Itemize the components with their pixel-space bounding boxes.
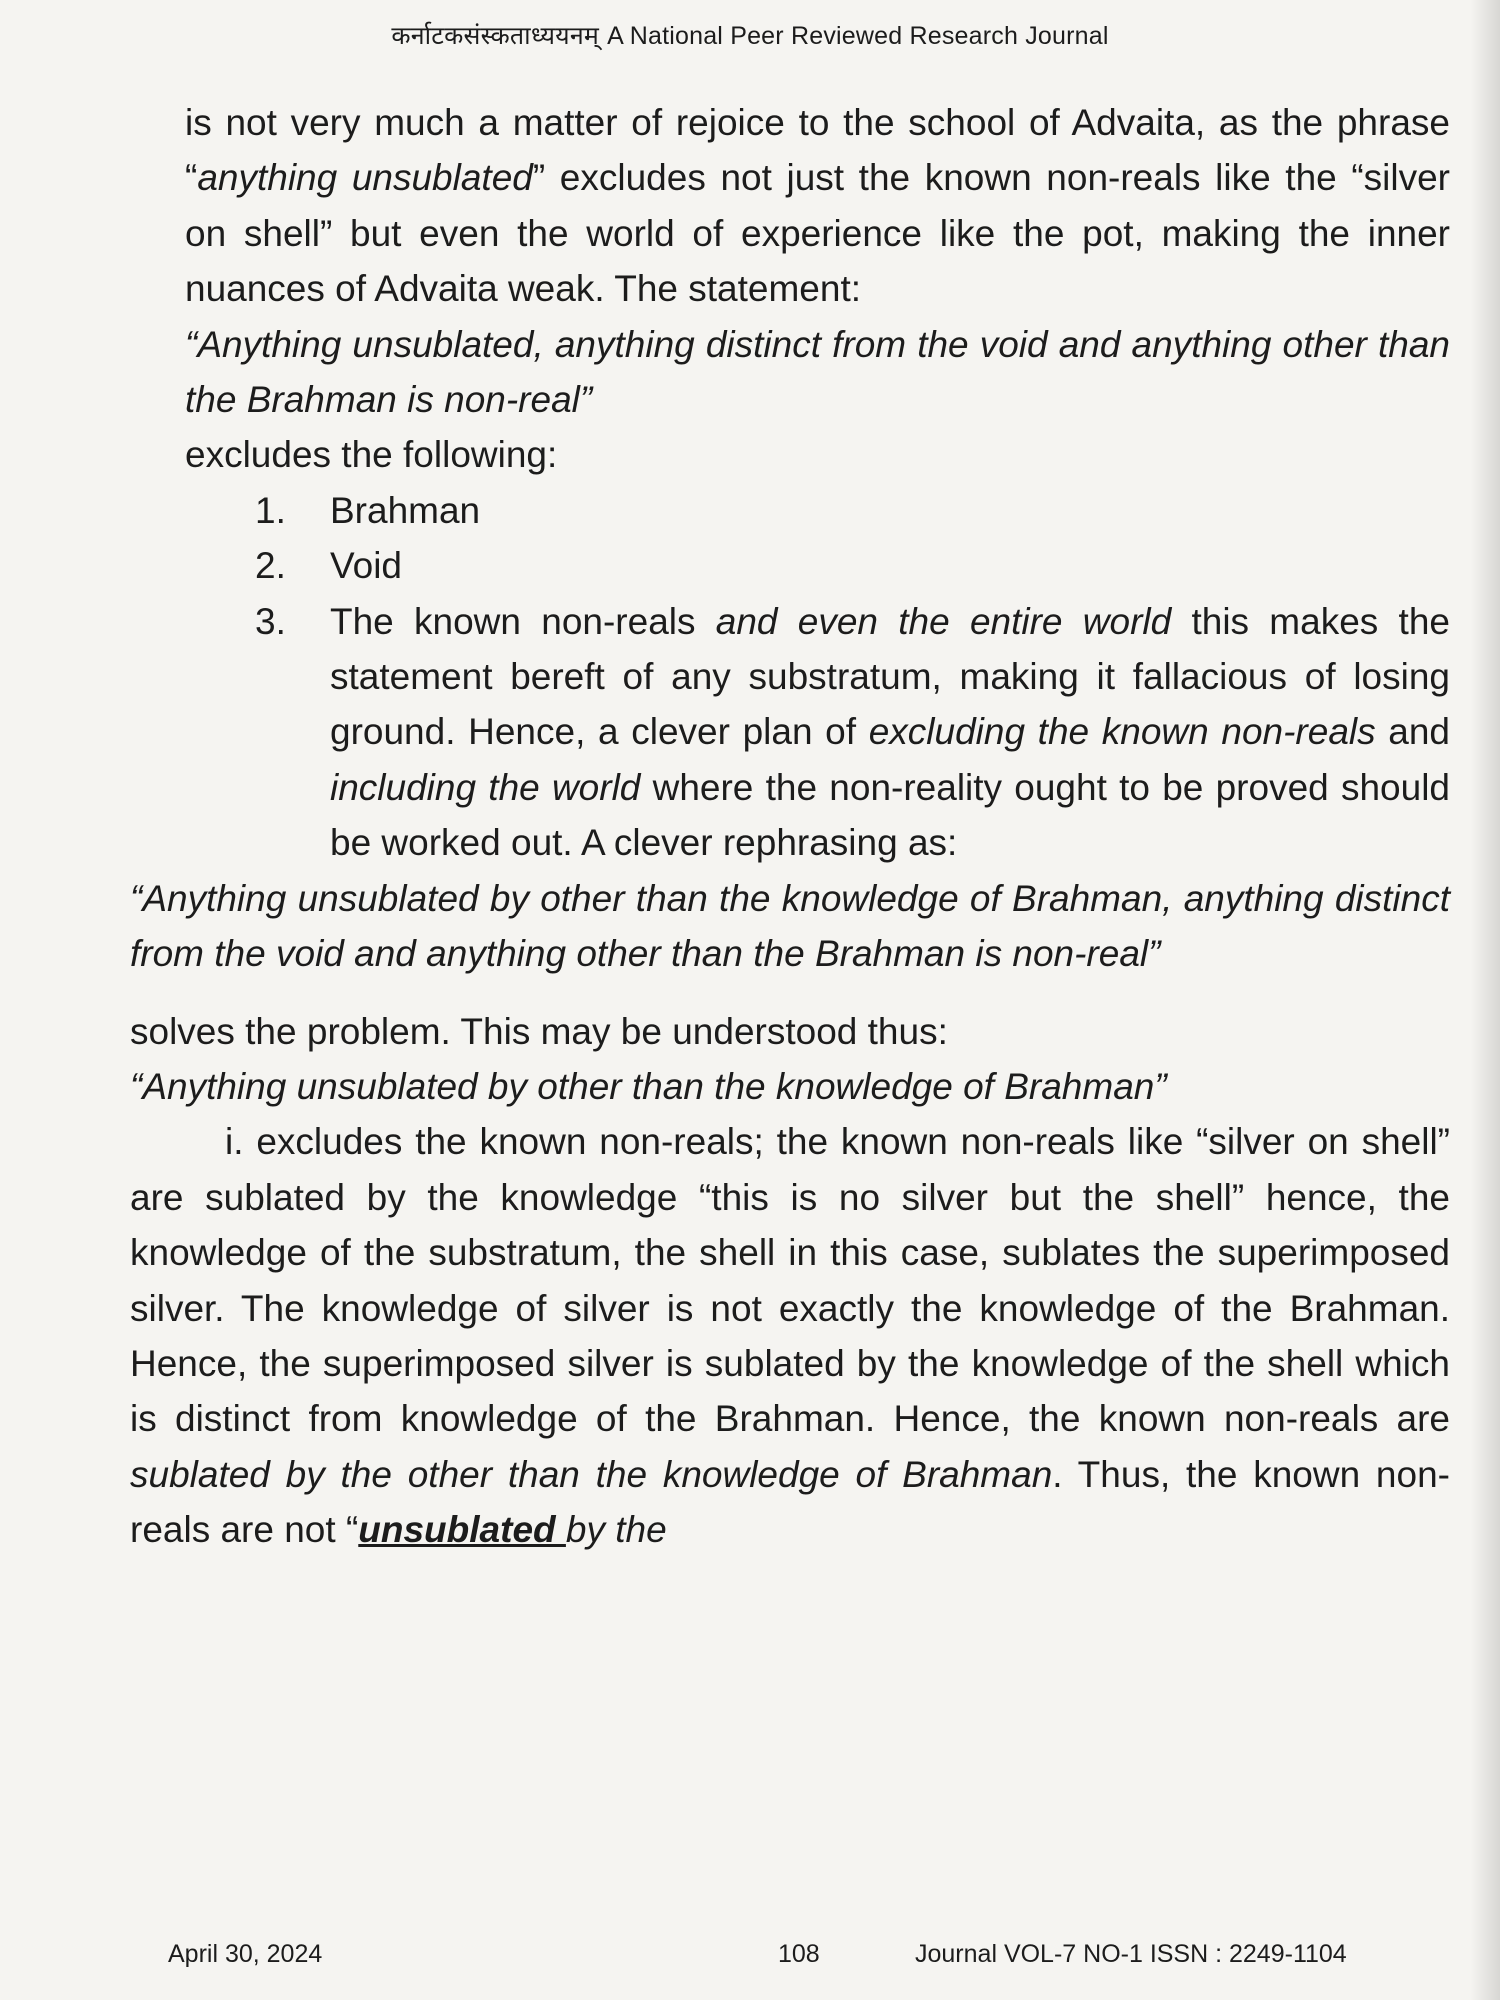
journal-header	[0, 18, 1500, 52]
text-run: is not very much a matter of rejoice to the school of Advaita, as the phrase “	[185, 102, 1450, 199]
list-number: 3.	[255, 600, 286, 642]
list-number: 1.	[255, 489, 286, 531]
page-body	[130, 95, 1450, 1558]
list-text: Void	[330, 545, 403, 587]
quote-statement-3: “Anything unsublated by other than the knowledge of Brahman”	[130, 1065, 1167, 1107]
bold-underline-run: unsublated	[358, 1509, 566, 1551]
text-run: . Thus, the known non-reals are not “	[130, 1453, 1450, 1551]
italic-run: including the world	[330, 766, 641, 808]
quote-statement-2: “Anything unsublated by other than the knowledge of Brahman, anything distinct from the void and anything other than the Brahman is non-real”	[130, 877, 1450, 975]
paragraph-intro	[130, 95, 1450, 317]
italic-run: sublated by the other than the knowledge of Brahman	[130, 1453, 1053, 1495]
list-item	[130, 538, 1450, 593]
solves-line: solves the problem. This may be understood thus:	[130, 1010, 948, 1052]
list-number: 2.	[255, 545, 286, 587]
quote-statement-1: “Anything unsublated, anything distinct from the void and anything other than the Brahman is non-real”	[185, 323, 1450, 421]
italic-run: by the	[565, 1509, 667, 1551]
text-run: The known non-reals	[330, 600, 716, 642]
scan-edge-shadow	[1470, 0, 1500, 2000]
page-number: 108	[778, 1940, 820, 1968]
text-run: this makes the statement bereft of any substratum, making it fallacious of losing ground. Hence, a clever plan of	[330, 600, 1450, 753]
header-title-english: A National Peer Reviewed Research Journal	[607, 22, 1109, 50]
excludes-label: excludes the following:	[185, 434, 558, 476]
list-item	[130, 483, 1450, 538]
italic-run: and even the entire world	[715, 600, 1172, 642]
paragraph-point-i	[130, 1114, 1450, 1557]
header-title-hindi: कर्नाटकसंस्कताध्ययनम्	[391, 21, 600, 50]
italic-run: anything unsublated	[197, 157, 533, 199]
italic-run: excluding the known non-reals	[868, 711, 1376, 753]
text-run: where the non-reality ought to be proved should be worked out. A clever rephrasing as:	[330, 766, 1450, 864]
text-run: ” excludes not just the known non-reals like the “silver on shell” but even the world of experience like the pot, making the inner nuances of Advaita weak. The statement:	[185, 157, 1450, 310]
text-run: i. excludes the known non-reals; the known non-reals like “silver on shell” are sublated by the knowledge “this is no silver but the shell” hence, the knowledge of the substratum, the shell in this case, sublates the superimposed silver. The knowledge of silver is not exactly the knowledge of the Brahman. Hence, the superimposed silver is sublated by the knowledge of the shell which is distinct from knowledge of the Brahman. Hence, the known non-reals are	[130, 1121, 1450, 1440]
text-run: and	[1375, 711, 1451, 753]
spacer	[130, 982, 1450, 1004]
footer-date: April 30, 2024	[168, 1940, 323, 1968]
list-text: Brahman	[330, 489, 481, 531]
footer-journal-info: Journal VOL-7 NO-1 ISSN : 2249-1104	[915, 1940, 1347, 1968]
list-item	[130, 594, 1450, 871]
exclusion-list	[130, 483, 1450, 871]
